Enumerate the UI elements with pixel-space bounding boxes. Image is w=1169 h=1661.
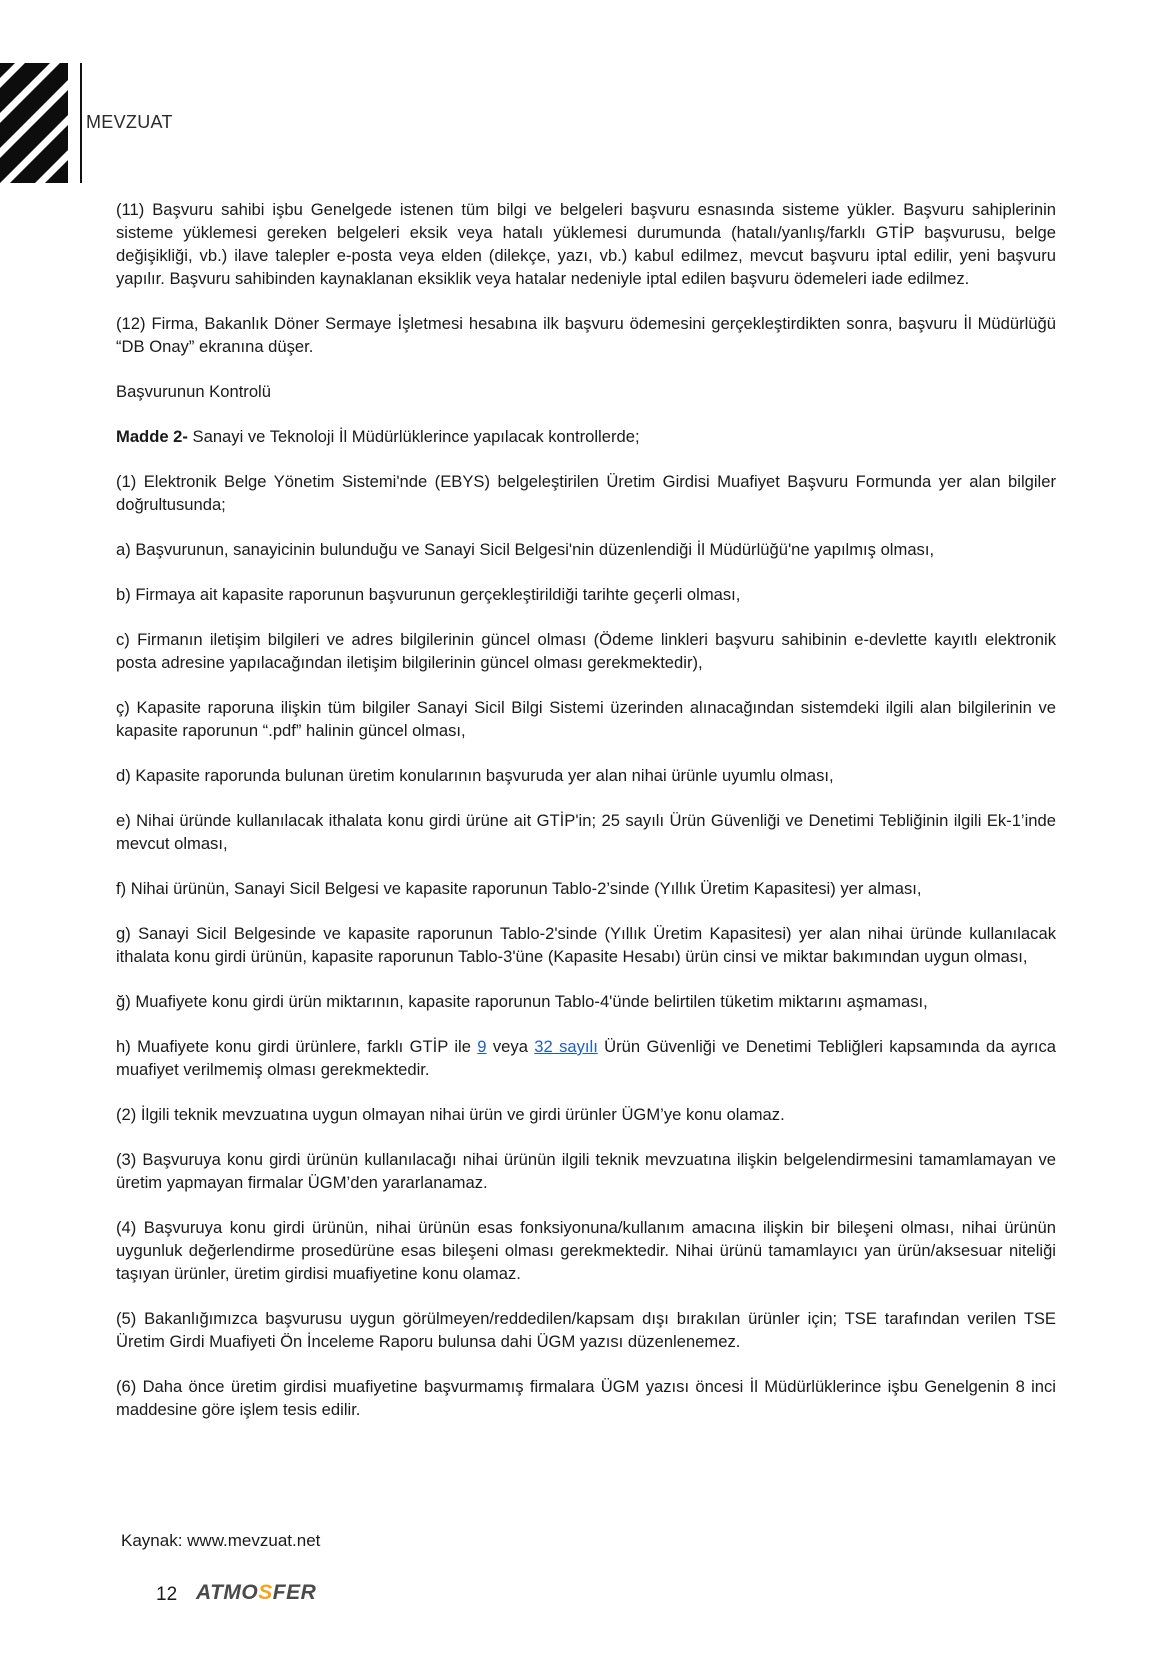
clause-2: (2) İlgili teknik mevzuatına uygun olmayan nihai ürün ve girdi ürünler ÜGM’ye konu olamaz. [116, 1105, 785, 1124]
section-label: MEVZUAT [86, 112, 173, 132]
clause-b: b) Firmaya ait kapasite raporunun başvurunun gerçekleştirildiği tarihte geçerli olması, [116, 585, 741, 604]
clause-g: g) Sanayi Sicil Belgesinde ve kapasite raporunun Tablo-2'sinde (Yıllık Üretim Kapasitesi) yer alan nihai üründe kullanılacak ithalata konu girdi ürünün, kapasite raporunun Tablo-3'üne (Kapasite Hesabı) ürün cinsi ve miktar bakımından uygun olması, [116, 924, 1056, 966]
clause-h-mid: veya [486, 1037, 535, 1056]
clause-d: d) Kapasite raporunda bulunan üretim konularının başvuruda yer alan nihai ürünle uyumlu olması, [116, 766, 834, 785]
clause-a: a) Başvurunun, sanayicinin bulunduğu ve Sanayi Sicil Belgesi'nin düzenlendiği İl Müdürlüğü'ne yapılmış olması, [116, 540, 935, 559]
clause-1: (1) Elektronik Belge Yönetim Sistemi'nde (EBYS) belgeleştirilen Üretim Girdisi Muafiyet Başvuru Formunda yer alan bilgiler doğrultusunda; [116, 472, 1056, 514]
paragraph-12: (12) Firma, Bakanlık Döner Sermaye İşletmesi hesabına ilk başvuru ödemesini gerçekleştirdikten sonra, başvuru İl Müdürlüğü “DB Onay” ekranına düşer. [116, 314, 1056, 356]
clause-e: e) Nihai üründe kullanılacak ithalata konu girdi ürüne ait GTİP'in; 25 sayılı Ürün Güvenliği ve Denetimi Tebliğinin ilgili Ek-1’inde mevcut olması, [116, 811, 1056, 853]
article-2-intro [116, 425, 1056, 448]
clause-gg: ğ) Muafiyete konu girdi ürün miktarının, kapasite raporunun Tablo-4'ünde belirtilen tüketim miktarını aşmaması, [116, 992, 928, 1011]
link-tebligi-32[interactable]: 32 sayılı [534, 1037, 598, 1056]
article-text: Sanayi ve Teknoloji İl Müdürlüklerince yapılacak kontrollerde; [187, 427, 640, 446]
clause-f: f) Nihai ürünün, Sanayi Sicil Belgesi ve kapasite raporunun Tablo-2’sinde (Yıllık Üretim Kapasitesi) yer alması, [116, 879, 922, 898]
brand-accent: S [258, 1581, 273, 1604]
page-number: 12 [156, 1584, 178, 1605]
brand-logo [196, 1581, 316, 1605]
article-label: Madde 2- [116, 427, 188, 446]
clause-3: (3) Başvuruya konu girdi ürünün kullanılacağı nihai ürünün ilgili teknik mevzuatına ilişkin belgelendirmesini tamamlamayan ve üretim yapmayan firmalar ÜGM’den yararlanamaz. [116, 1150, 1056, 1192]
brand-text-2: FER [272, 1581, 317, 1604]
link-tebligi-9[interactable]: 9 [477, 1037, 487, 1056]
brand-text-1: ATMO [196, 1581, 259, 1604]
clause-cc: ç) Kapasite raporuna ilişkin tüm bilgiler Sanayi Sicil Bilgi Sistemi üzerinden alınacağından sistemdeki ilgili alan bilgilerinin ve kapasite raporunun “.pdf” halinin güncel olması, [116, 698, 1056, 740]
clause-6: (6) Daha önce üretim girdisi muafiyetine başvurmamış firmalara ÜGM yazısı öncesi İl Müdürlüklerince işbu Genelgenin 8 inci maddesine göre işlem tesis edilir. [116, 1377, 1056, 1419]
section-heading: Başvurunun Kontrolü [116, 382, 271, 401]
clause-c: c) Firmanın iletişim bilgileri ve adres bilgilerinin güncel olması (Ödeme linkleri başvuru sahibinin e-devlette kayıtlı elektronik posta adresine yapılacağından iletişim bilgilerinin güncel olması gerekmektedir), [116, 630, 1056, 672]
paragraph-11: (11) Başvuru sahibi işbu Genelgede istenen tüm bilgi ve belgeleri başvuru esnasında sisteme yükler. Başvuru sahiplerinin sisteme yüklemesi gereken belgeleri eksik veya hatalı yüklemesi durumunda (hatalı/yanlış/farklı GTİP başvurusu, belge değişikliği, vb.) ilave talepler e-posta veya elden (dilekçe, yazı, vb.) kabul edilmez, mevcut başvuru iptal edilir, yeni başvuru yapılır. Başvuru sahibinden kaynaklanan eksiklik veya hatalar nedeniyle iptal edilen başvuru ödemeleri iade edilmez. [116, 200, 1056, 288]
clause-h-pre: h) Muafiyete konu girdi ürünlere, farklı GTİP ile [116, 1037, 478, 1056]
clause-5: (5) Bakanlığımızca başvurusu uygun görülmeyen/reddedilen/kapsam dışı bırakılan ürünler için; TSE tarafından verilen TSE Üretim Girdi Muafiyeti Ön İnceleme Raporu bulunsa dahi ÜGM yazısı düzenlenemez. [116, 1309, 1056, 1351]
clause-4: (4) Başvuruya konu girdi ürünün, nihai ürünün esas fonksiyonuna/kullanım amacına ilişkin bir bileşeni olması, nihai ürünün uygunluk değerlendirme prosedürüne esas bileşeni olması gerekmektedir. Nihai ürünü tamamlayıcı yan ürün/aksesuar niteliği taşıyan ürünler, üretim girdisi muafiyetine konu olamaz. [116, 1218, 1056, 1283]
document-body [116, 198, 1056, 1443]
header-divider [80, 63, 82, 183]
diagonal-stripes-icon [0, 63, 68, 183]
source-note: Kaynak: www.mevzuat.net [121, 1531, 321, 1550]
clause-h-post: Ürün Güvenliği ve Denetimi Tebliğleri kapsamında da ayrıca muafiyet verilmemiş olması gerekmektedir. [116, 1037, 1056, 1079]
clause-h [116, 1035, 1056, 1081]
